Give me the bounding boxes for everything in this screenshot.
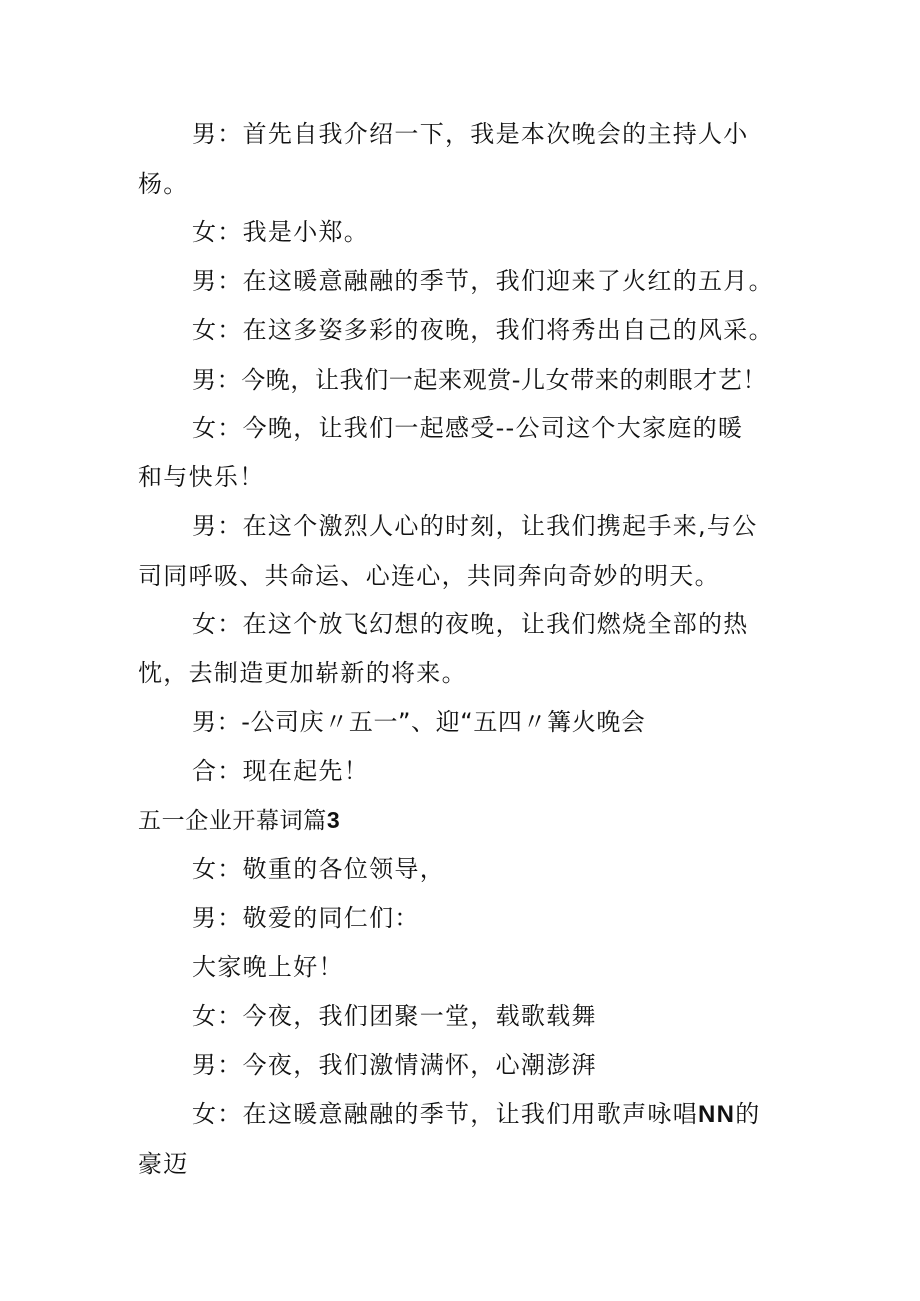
paragraph-text: 女：在这暖意融融的季节，让我们用歌声咏唱: [192, 1100, 698, 1128]
paragraph-line: 杨。: [138, 170, 189, 198]
section-heading-number: 3: [326, 807, 341, 833]
paragraph-line: [192, 1098, 761, 1131]
section-heading: [138, 804, 340, 837]
paragraph-line: 女：我是小郑。: [192, 218, 370, 246]
section-heading-text: 五一企业开幕词篇: [138, 808, 327, 834]
paragraph-line: 忱，去制造更加崭新的将来。: [138, 659, 467, 687]
paragraph-line: 男：敬爱的同仁们：: [192, 904, 420, 932]
paragraph-line: 大家晚上好！: [192, 953, 344, 981]
paragraph-line: 男：在这个激烈人心的时刻，让我们携起手来,与公: [192, 512, 758, 540]
paragraph-line: 司同呼吸、共命运、心连心，共同奔向奇妙的明天。: [138, 562, 720, 590]
paragraph-line: 男：今晚，让我们一起来观赏-儿女带来的刺眼才艺！: [192, 366, 768, 394]
paragraph-text: 的: [735, 1100, 761, 1128]
paragraph-line: 男：首先自我介绍一下，我是本次晚会的主持人小: [192, 120, 749, 148]
paragraph-line: 女：今晚，让我们一起感受--公司这个大家庭的暖: [192, 414, 744, 442]
paragraph-line: 女：敬重的各位领导，: [192, 855, 445, 883]
paragraph-line: 豪迈: [138, 1150, 189, 1178]
paragraph-line: 女：在这个放飞幻想的夜晚，让我们燃烧全部的热: [192, 610, 749, 638]
paragraph-line: 女：在这多姿多彩的夜晚，我们将秀出自己的风采。: [192, 316, 774, 344]
paragraph-line: 男：-公司庆〃五一”、迎“五四〃篝火晚会: [192, 708, 646, 736]
paragraph-line: 和与快乐！: [138, 463, 265, 491]
paragraph-line: 男：今夜，我们激情满怀，心潮澎湃: [192, 1051, 597, 1079]
paragraph-line: 合：现在起先！: [192, 757, 370, 785]
paragraph-line: 女：今夜，我们团聚一堂，载歌载舞: [192, 1002, 597, 1030]
paragraph-line: 男：在这暖意融融的季节，我们迎来了火红的五月。: [192, 267, 774, 295]
bold-placeholder-text: NN: [698, 1101, 736, 1128]
